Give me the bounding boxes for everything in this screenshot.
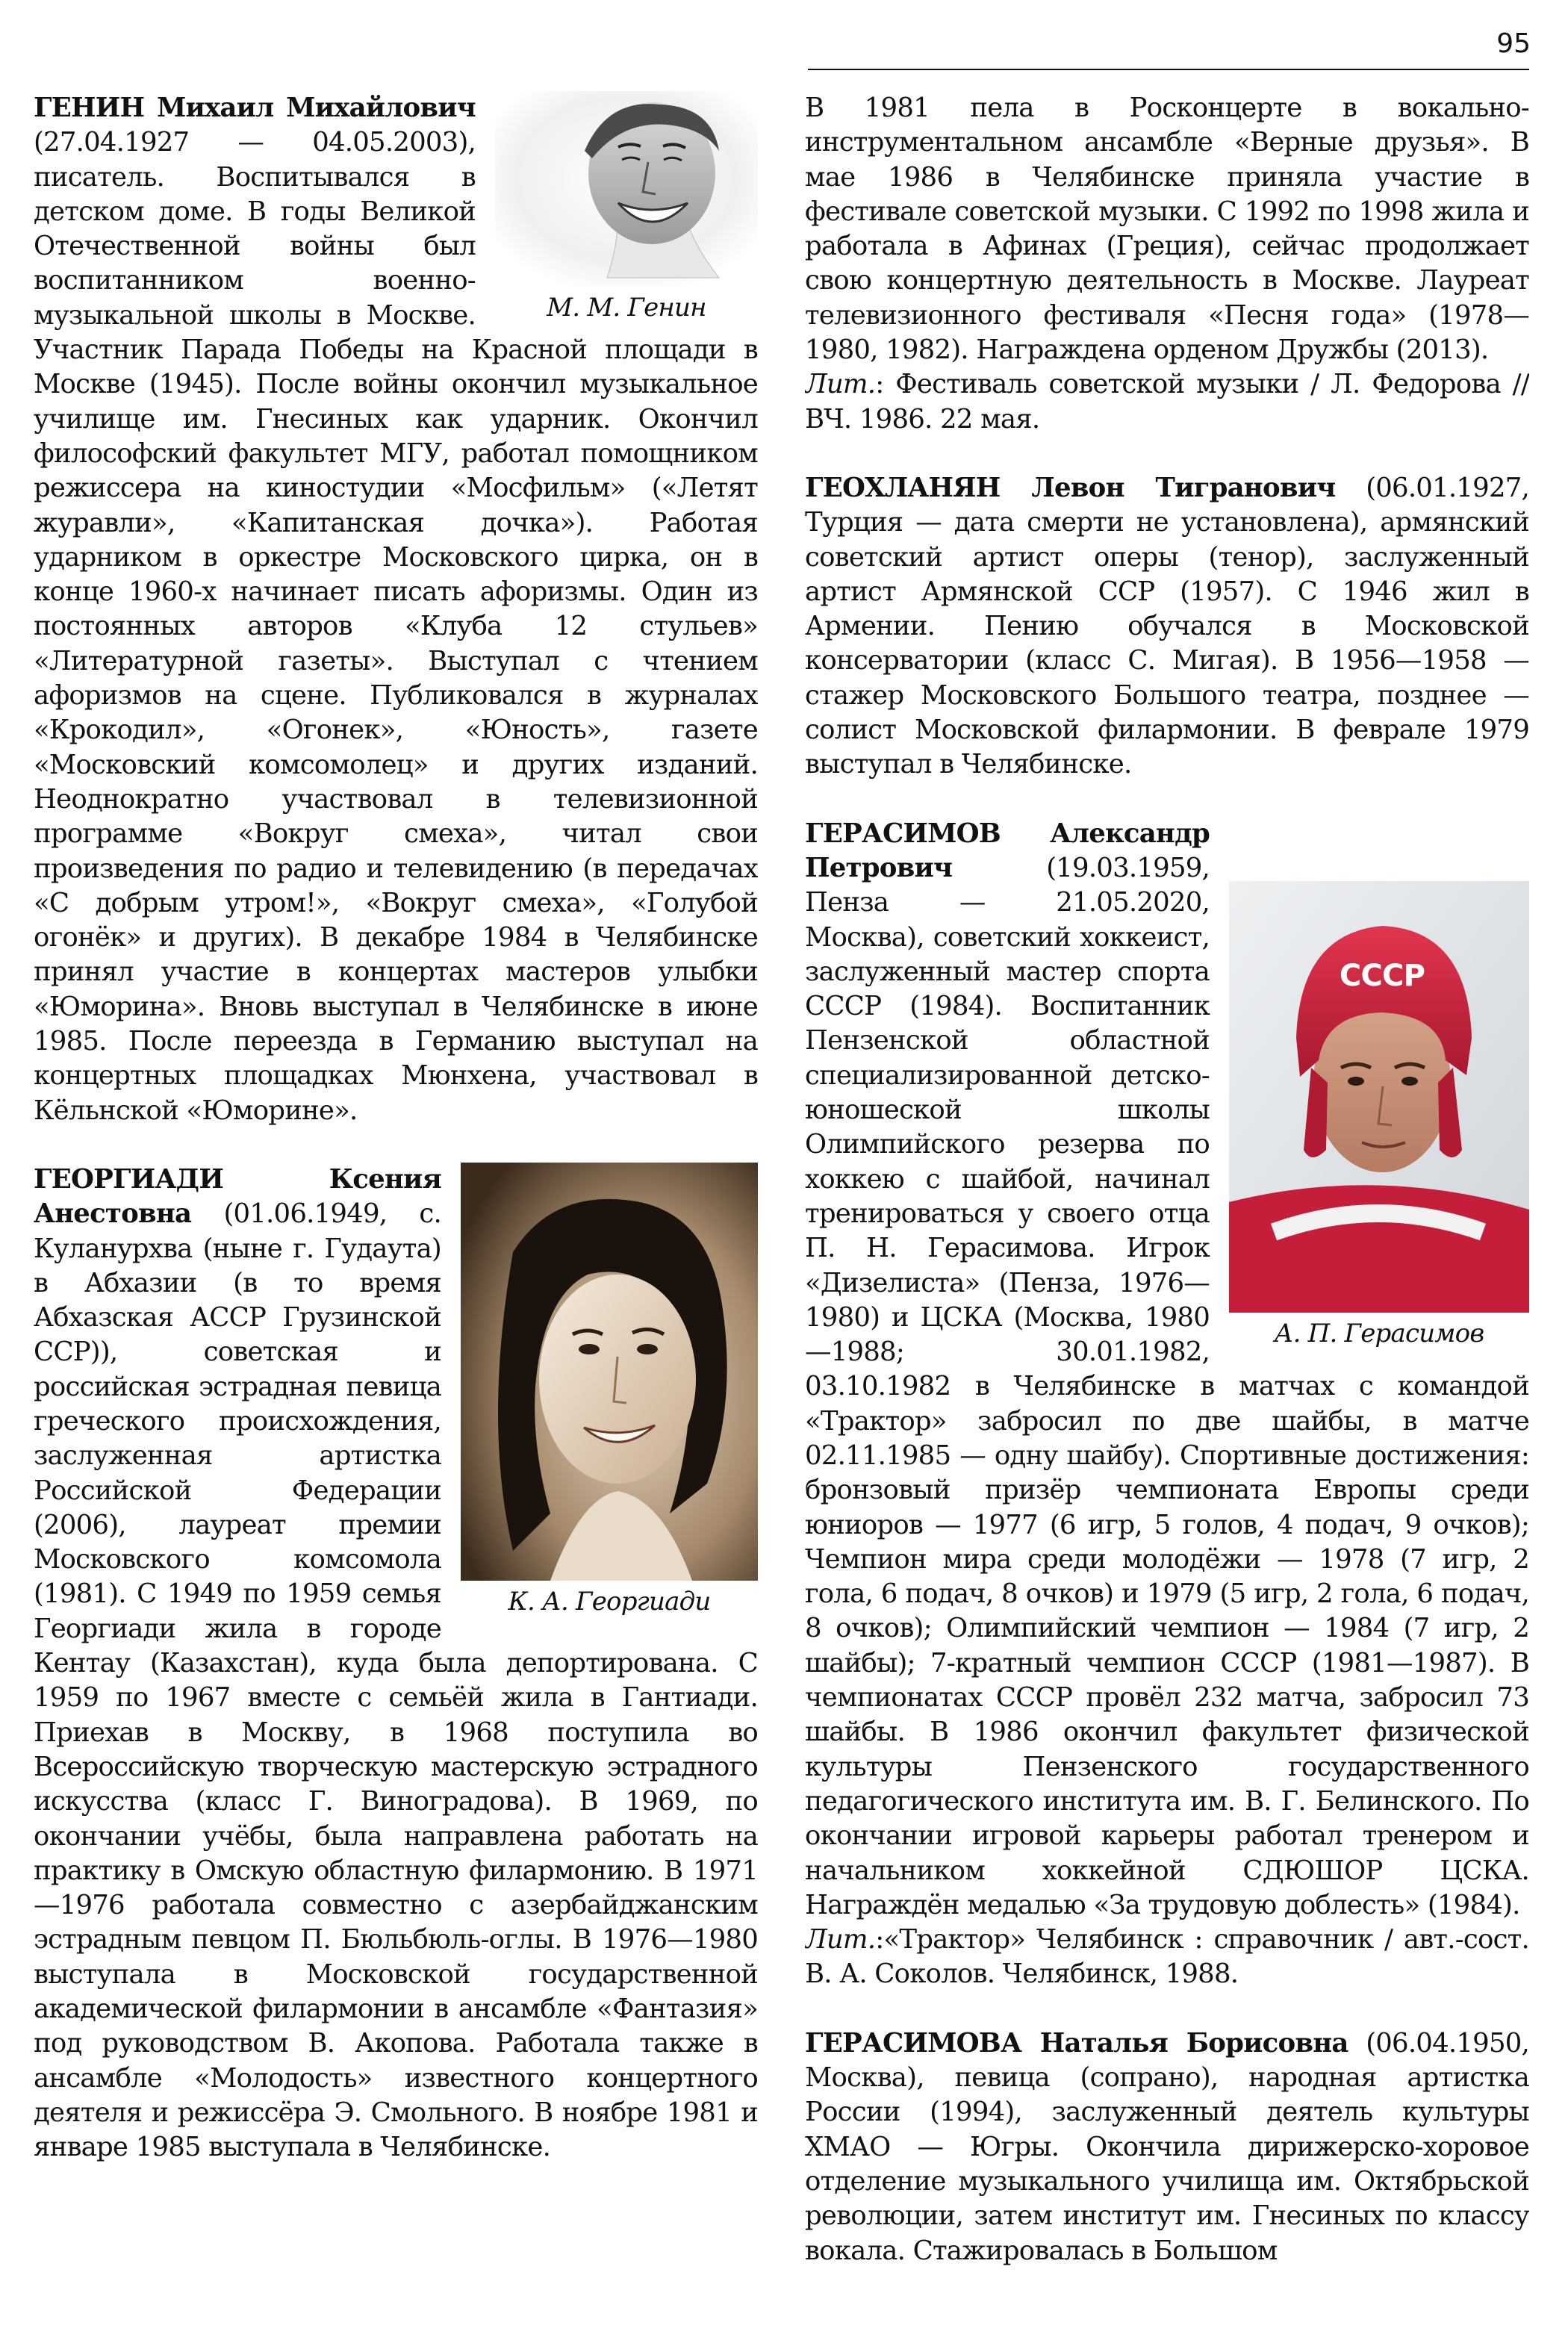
- left-column: [34, 91, 758, 2331]
- entry-genin: [34, 91, 758, 1128]
- literature-georgiadi: [805, 367, 1529, 437]
- photo-gerasimov: [1229, 881, 1529, 1313]
- photo-georgiadi: [461, 1163, 758, 1581]
- figure-georgiadi: [461, 1163, 758, 1618]
- entry-text-geokhlanyan: (06.01.1927, Турция — дата смерти не установлена), армянский советский артист оперы (тенор), заслуженный артист Армянской ССР (1957). С 1946 жил в Армении. Пению обучался в Московской консерватории (класс С. Мигая). В 1956—1958 — стажер Московского Большого театра, позднее — солист Московской филармонии. В феврале 1979 выступал в Челябинске.: [805, 472, 1529, 780]
- photo-genin: [495, 91, 758, 287]
- entry-text-gerasimov: (19.03.1959, Пенза — 21.05.2020, Москва), советский хоккеист, заслуженный мастер спорта СССР (1984). Воспитанник Пензенской областной специализированной детско-юношеской школы Олимпийского резерва по хоккею с шайбой, начинал тренироваться у своего отца П. Н. Герасимова. Игрок «Дизелиста» (Пенза, 1976—1980) и ЦСКА (Москва, 1980—1988; 30.01.1982, 03.10.1982 в Челябинске в матчах с командой «Трактор» забросил по две шайбы, в матче 02.11.1985 — одну шайбу). Спортивные достижения: бронзовый призёр чемпионата Европы среди юниоров — 1977 (6 игр, 5 голов, 4 подач, 9 очков); Чемпион мира среди молодёжи — 1978 (7 игр, 2 гола, 6 подач, 8 очков) и 1979 (5 игр, 2 гола, 6 подач, 8 очков); Олимпийский чемпион — 1984 (7 игр, 2 шайбы); 7-кратный чемпион СССР (1981—1987). В чемпионатах СССР провёл 232 матча, забросил 73 шайбы. В 1986 окончил факультет физической культуры Пензенского государственного педагогического института им. В. Г. Белинского. По окончании игровой карьеры работал тренером и начальником хоккейной СДЮШОР ЦСКА. Награждён медалью «За трудовую доблесть» (1984).: [805, 852, 1529, 1920]
- entry-georgiadi: [34, 1163, 758, 2165]
- entry-gerasimov: [805, 817, 1529, 1992]
- lit-text-georgiadi: : Фестиваль советской музыки / Л. Федорова // ВЧ. 1986. 22 мая.: [805, 369, 1529, 435]
- literature-gerasimov: [805, 1923, 1529, 1992]
- entry-geokhlanyan: [805, 471, 1529, 783]
- entry-gerasimova: [805, 2026, 1529, 2268]
- photo-caption-genin: М. М. Генин: [547, 293, 706, 323]
- entry-text-georgiadi-continued: В 1981 пела в Росконцерте в вокально-инструментальном ансамбле «Верные друзья». В мае 1986 в Челябинске приняла участие в фестивале советской музыки. С 1992 по 1998 жила и работала в Афинах (Греция), сейчас продолжает свою концертную деятельность в Москве. Лауреат телевизионного фестиваля «Песня года» (1978—1980, 1982). Награждена орденом Дружбы (2013).: [805, 93, 1529, 366]
- header-rule: [808, 69, 1529, 70]
- entry-name-gerasimov: ГЕРАСИМОВ Александр Петрович: [805, 818, 1210, 883]
- entry-text-georgiadi: (01.06.1949, с. Куланурхва (ныне г. Гудаута) в Абхазии (в то время Абхазская АССР Грузинской ССР)), советская и российская эстрадная певица греческого происхождения, заслуженная артистка Российской Федерации (2006), лауреат премии Московского комсомола (1981). С 1949 по 1959 семья Георгиади жила в городе Кентау (Казахстан), куда была депортирована. С 1959 по 1967 вместе с семьёй жила в Гантиади. Приехав в Москву, в 1968 поступила во Всероссийскую творческую мастерскую эстрадного искусства (класс Г. Виноградова). В 1969, по окончании учёбы, была направлена работать на практику в Омскую областную филармонию. В 1971—1976 работала совместно с азербайджанским эстрадным певцом П. Бюльбюль-оглы. В 1976—1980 выступала в Московской государственной академической филармонии в ансамбле «Фантазия» под руководством В. Акопова. Работала также в ансамбле «Молодость» известного концертного деятеля и режиссёра Э. Смольного. В ноябре 1981 и январе 1985 выступала в Челябинске.: [34, 1198, 758, 2163]
- lit-label-gerasimov: Лит.: [805, 1924, 876, 1956]
- entry-georgiadi-continued: [805, 91, 1529, 437]
- entry-name-genin: ГЕНИН Михаил Михайлович: [34, 93, 476, 123]
- entry-name-georgiadi: ГЕОРГИАДИ Ксения Анестовна: [34, 1163, 441, 1230]
- entry-name-geokhlanyan: ГЕОХЛАНЯН Левон Тигранович: [805, 472, 1336, 503]
- page-number: 95: [1496, 28, 1531, 59]
- right-column: [805, 91, 1529, 2331]
- entry-text-genin: (27.04.1927 — 04.05.2003), писатель. Воспитывался в детском доме. В годы Великой Отечественной войны был воспитанником военно-музыкальной школы в Москве. Участник Парада Победы на Красной площади в Москве (1945). После войны окончил музыкальное училище им. Гнесиных как ударник. Окончил философский факультет МГУ, работал помощником режиссера на киностудии «Мосфильм» («Летят журавли», «Капитанская дочка»). Работая ударником в оркестре Московского цирка, он в конце 1960-х начинает писать афоризмы. Один из постоянных авторов «Клуба 12 стульев» «Литературной газеты». Выступал с чтением афоризмов на сцене. Публиковался в журналах «Крокодил», «Огонек», «Юность», газете «Московский комсомолец» и других изданий. Неоднократно участвовал в телевизионной программе «Вокруг смеха», читал свои произведения по радио и телевидению (в передачах «С добрым утром!», «Вокруг смеха», «Голубой огонёк» и других). В декабре 1984 в Челябинске принял участие в концертах мастеров улыбки «Юморина». Вновь выступал в Челябинске в июне 1985. После переезда в Германию выступал на концертных площадках Мюнхена, участвовал в Кёльнской «Юморине».: [34, 127, 758, 1126]
- figure-gerasimov: [1229, 881, 1529, 1350]
- entry-name-gerasimova: ГЕРАСИМОВА Наталья Борисовна: [805, 2027, 1348, 2059]
- entry-text-gerasimova: (06.04.1950, Москва), певица (сопрано), народная артистка России (1994), заслуженный деятель культуры ХМАО — Югры. Окончила дирижерско-хоровое отделение музыкального училища им. Октябрьской революции, затем институт им. Гнесиных по классу вокала. Стажировалась в Большом: [805, 2027, 1529, 2266]
- photo-caption-gerasimov: А. П. Герасимов: [1274, 1318, 1484, 1348]
- helmet-lettering: СССР: [1339, 958, 1425, 993]
- lit-text-gerasimov: :«Трактор» Челябинск : справочник / авт.-сост. В. А. Соколов. Челябинск, 1988.: [805, 1924, 1529, 1990]
- figure-genin: [495, 91, 758, 324]
- lit-label-georgiadi: Лит.: [805, 369, 876, 400]
- photo-caption-georgiadi: К. А. Георгиади: [508, 1586, 711, 1617]
